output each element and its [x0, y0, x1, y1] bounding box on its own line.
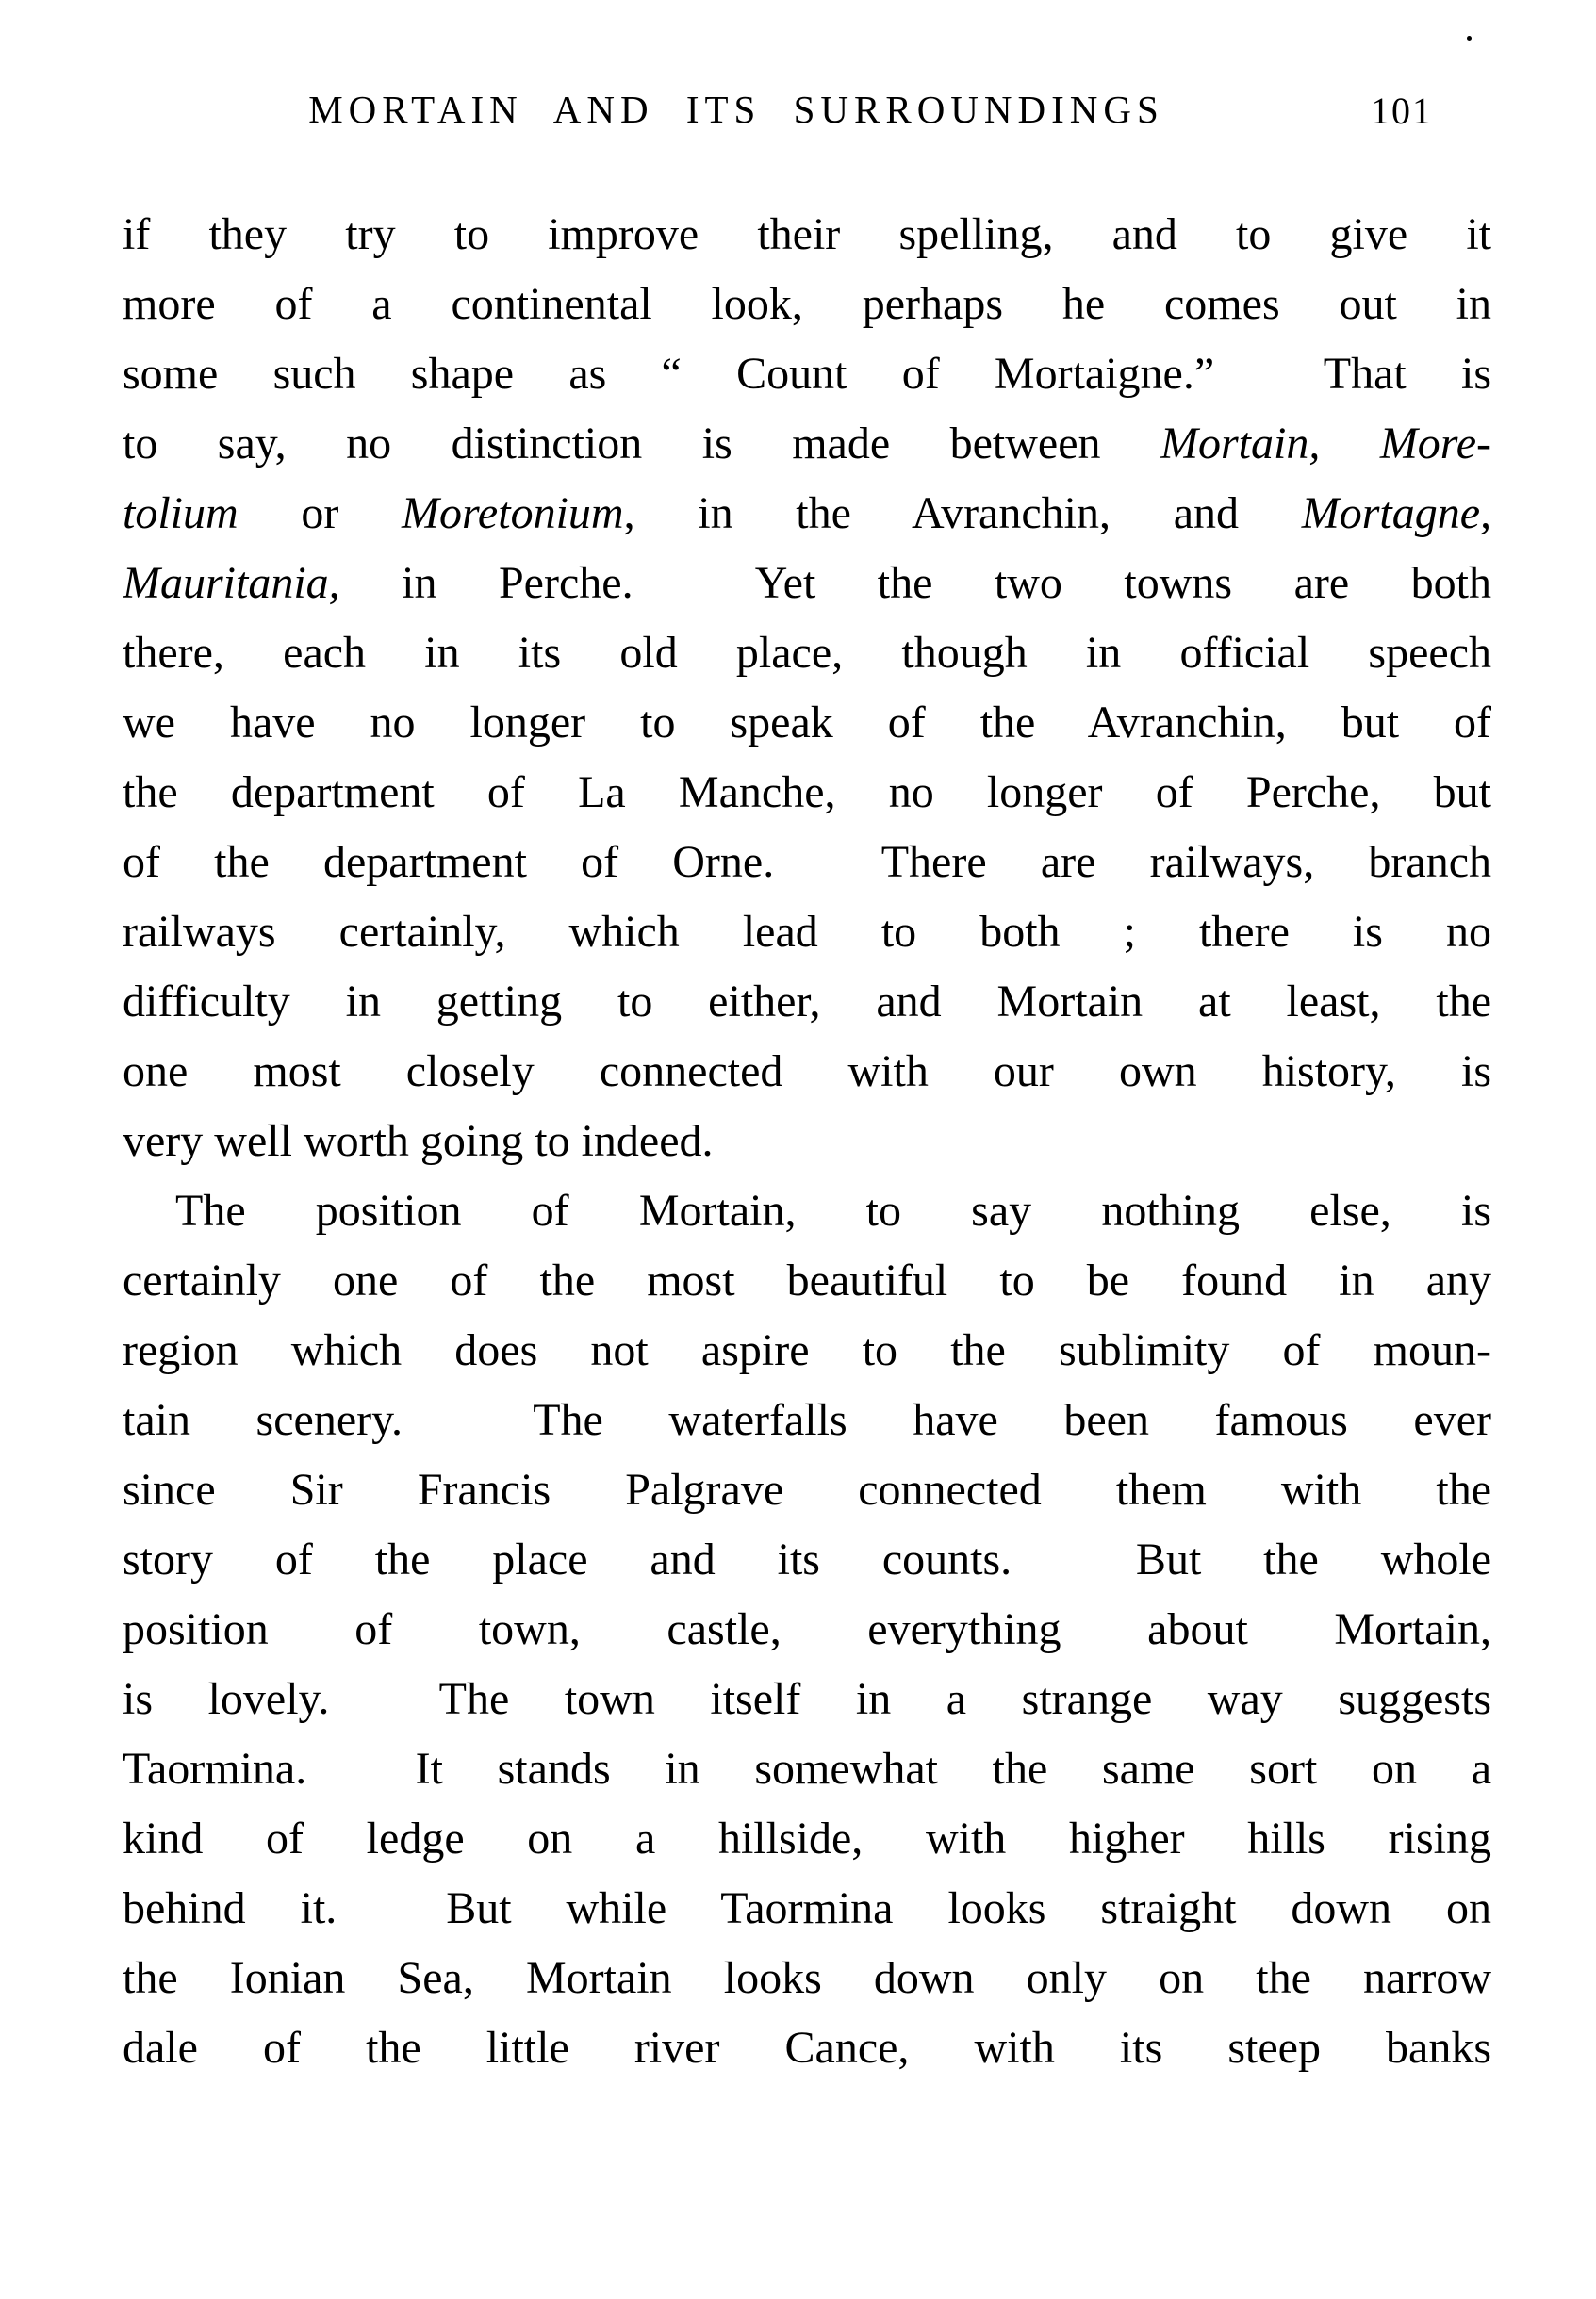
running-title: MORTAIN AND ITS SURROUNDINGS	[308, 88, 1164, 131]
text-line	[123, 339, 1491, 409]
italic-text-segment: Mauritania,	[123, 558, 340, 608]
text-segment: tain scenery. The waterfalls have been famous ever	[123, 1395, 1491, 1445]
text-line	[123, 549, 1491, 618]
text-segment: behind it. But while Taormina looks straight down on	[123, 1883, 1491, 1933]
text-segment: there, each in its old place, though in official speech	[123, 628, 1491, 678]
text-line	[123, 1037, 1491, 1107]
text-line	[123, 2013, 1491, 2083]
text-line	[123, 1525, 1491, 1595]
text-segment: in Perche. Yet the two towns are both	[339, 558, 1491, 608]
text-line	[123, 270, 1491, 339]
scan-speck	[1467, 36, 1472, 41]
text-segment: more of a continental look, perhaps he comes out in	[123, 279, 1491, 329]
text-line	[123, 1804, 1491, 1874]
text-line	[123, 1246, 1491, 1316]
text-segment: the department of La Manche, no longer of Perche, but	[123, 767, 1491, 817]
text-line	[123, 1665, 1491, 1734]
text-segment: railways certainly, which lead to both ; there is no	[123, 907, 1491, 957]
text-line	[123, 1944, 1491, 2013]
page-number: 101	[1371, 90, 1433, 132]
text-segment: story of the place and its counts. But the whole	[123, 1535, 1491, 1585]
text-segment: we have no longer to speak of the Avranchin, but of	[123, 698, 1491, 747]
text-segment: dale of the little river Cance, with its steep banks	[123, 2023, 1491, 2073]
text-block	[123, 200, 1491, 2083]
text-segment: since Sir Francis Palgrave connected them with the	[123, 1465, 1491, 1515]
text-segment: is lovely. The town itself in a strange way suggests	[123, 1674, 1491, 1724]
text-line	[123, 1874, 1491, 1944]
text-segment: or	[238, 488, 403, 538]
text-segment: , in the Avranchin, and	[623, 488, 1302, 538]
text-segment: The position of Mortain, to say nothing else, is	[175, 1186, 1491, 1236]
text-line	[123, 618, 1491, 688]
text-line	[123, 479, 1491, 549]
page-header	[123, 87, 1491, 140]
text-line	[123, 1107, 1491, 1176]
text-segment: some such shape as “ Count of Mortaigne.” That is	[123, 349, 1491, 399]
text-segment: position of town, castle, everything about Mortain,	[123, 1604, 1491, 1654]
text-segment: of the department of Orne. There are railways, branch	[123, 837, 1491, 887]
text-segment: if they try to improve their spelling, and to give it	[123, 209, 1491, 259]
text-line	[123, 1595, 1491, 1665]
text-line	[123, 1316, 1491, 1386]
text-line	[123, 758, 1491, 828]
text-segment: Taormina. It stands in somewhat the same sort on a	[123, 1744, 1491, 1794]
italic-text-segment: Moretonium	[402, 488, 624, 538]
text-segment: one most closely connected with our own history, is	[123, 1046, 1491, 1096]
text-line	[123, 1386, 1491, 1455]
text-segment: region which does not aspire to the sublimity of moun-	[123, 1325, 1491, 1375]
text-line	[123, 828, 1491, 897]
text-line	[123, 200, 1491, 270]
text-segment: kind of ledge on a hillside, with higher hills rising	[123, 1814, 1491, 1864]
text-segment: the Ionian Sea, Mortain looks down only on the narrow	[123, 1953, 1491, 2003]
text-line	[123, 1455, 1491, 1525]
text-line	[123, 897, 1491, 967]
text-segment: certainly one of the most beautiful to be found in any	[123, 1256, 1491, 1306]
text-line	[123, 409, 1491, 479]
text-line	[123, 1734, 1491, 1804]
italic-text-segment: Mortain, More-	[1160, 419, 1491, 468]
text-line	[123, 967, 1491, 1037]
text-line	[123, 688, 1491, 758]
text-line	[123, 1176, 1491, 1246]
text-segment: difficulty in getting to either, and Mortain at least, the	[123, 977, 1491, 1026]
text-segment: to say, no distinction is made between	[123, 419, 1161, 468]
text-segment: very well worth going to indeed.	[123, 1116, 714, 1166]
italic-text-segment: tolium	[123, 488, 239, 538]
italic-text-segment: Mortagne,	[1301, 488, 1491, 538]
